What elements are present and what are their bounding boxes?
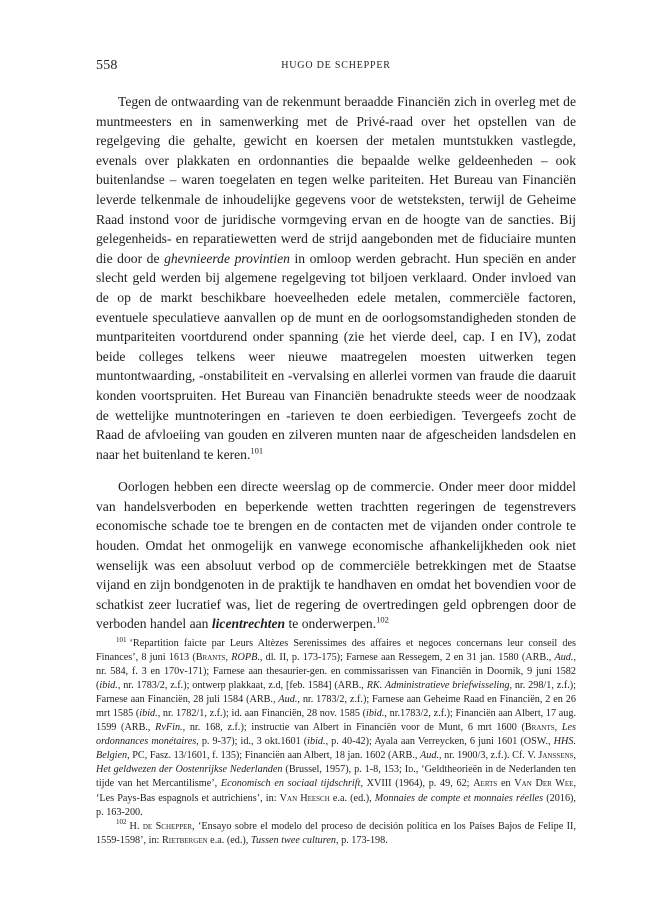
footnote-101 (96, 637, 576, 820)
italic-title: Economisch en sociaal tijdschrift (220, 778, 361, 790)
footnote-text: , (573, 750, 576, 762)
footnote-text: H. (129, 820, 143, 832)
footnote-text: , nr. 1900/3, z.f.). Cf. V. (438, 750, 539, 762)
bold-italic-term: licentrechten (211, 616, 286, 632)
italic-title: RK. Administratieve briefwisseling (366, 680, 510, 692)
footnote-reference[interactable]: 102 (376, 614, 389, 625)
italic-title: Aud. (278, 694, 298, 706)
author-name: Rietbergen (161, 834, 208, 846)
author-name: Id. (404, 764, 416, 776)
footnote-text: , ‘Geldtheorieën in de Nederlanden ten tijde van het Mercantilisme’, (96, 764, 576, 790)
italic-title: Aud. (420, 750, 439, 762)
footnote-text: , XVIII (1964), p. 49, 62; (360, 778, 474, 790)
italic-title: ibid. (139, 708, 158, 720)
footnote-text: , nr. 1783/2, z.f.); Farnese aan Geheime Raad en Financiën, 2 en 26 mrt 1585 ( (96, 694, 576, 720)
footnote-text: , (554, 722, 562, 734)
footnote-text: (Brussel, 1957), p. 1-8, 153; (282, 764, 405, 776)
paragraph-text: Tegen de ontwaarding van de rekenmunt beraadde Financiën zich in overleg met de muntmeesters en in samenwerking met de Privé-raad over het opstellen van de regelgeving die gehalte, gewicht en koersen der metalen muntstukken vastlegde, evenals over plakkaten en ordonnanties die bepaalde welke geldeenheden – ook buitenlandse – waren toegelaten en tegen welke pariteiten. Het Bureau van Financiën leverde telkenmale de inhoudelijke gegevens voor de wetsteksten, terwijl de Geheime Raad instond voor de juridische vormgeving ervan en de hoogte van de sancties. Bij gelegenheids- en reparatiewetten werd de strijd aangebonden met de fiduciaire munten die door de (96, 94, 576, 266)
footnote-text: , nr. 168, z.f.); instructie van Albert in Financiën voor de Munt, 6 mrt 1600 ( (182, 722, 525, 734)
author-name: de Schepper (142, 820, 193, 832)
author-name: Brants (195, 652, 226, 664)
footnote-number: 102 (116, 818, 127, 827)
footnote-text: , ‘Les Pays-Bas espagnols et autrichiens’, in: (96, 778, 577, 804)
italic-term: ghevnieerde provintien (164, 250, 290, 266)
footnote-number: 101 (116, 635, 127, 644)
footnote-text: , p. 173-198. (335, 834, 388, 846)
footnote-text: ‘Repartition faicte par Leurs Altèzes Serenissimes des affaires et negoces concernans leur conseil des Finances’, 8 juni 1613 ( (96, 638, 576, 664)
italic-title: Les ordonnances monétaires (96, 722, 576, 748)
page-number: 558 (96, 58, 118, 73)
author-name: Van Heesch (279, 792, 330, 804)
footnotes (96, 637, 576, 848)
italic-title: Het geldwezen der Oostenrijkse Nederlanden (96, 764, 283, 776)
paragraph-text: in omloop werden gebracht. Hun speciën en ander slecht geld werden bij algemene regelgeving tot biljoen verklaard. Onder invloed van de op de markt beschikbare hoeveelheden edele metalen, commerciële factoren, eventuele speculatieve aanvallen op de munt en de oorlogsomstandigheden stonden de muntpariteiten voortdurend onder spanning (zie het vierde deel, cap. I en IV), zodat beide colleges telkens weer nieuwe maatregelen moesten uitwerken tegen muntontwaarding, -onstabiliteit en -vervalsing en allerlei vormen van fraude die daaruit konden voortspruiten. Het Bureau van Financiën benadrukte steeds weer de noodzaak de wettelijke muntnoteringen en -tarieven te doen eerbiedigen. Tevergeefs zocht de Raad de afvloeiing van gouden en zilveren munten naar de afgescheiden landsdelen en naar het buitenland te keren. (96, 250, 576, 462)
italic-title: Tussen twee culturen (250, 834, 336, 846)
italic-title: ibid. (99, 680, 118, 692)
footnote-text: en (497, 778, 515, 790)
footnote-text: e.a. (ed.), (207, 834, 251, 846)
footnote-text: , nr. 584, f. 3 en 170v-171); Farnese aan thesaurier-gen. en commissarissen van Financiën in Doornik, 9 juni 1582 ( (96, 652, 576, 692)
author-name: Janssens (538, 750, 574, 762)
footnote-text: , nr. 298/1, z.f.); Farnese aan Financiën, 28 juli 1584 (ARB., (96, 680, 576, 706)
footnote-text: , ‘Ensayo sobre el modelo del proceso de decisión política en los Países Bajos de Felipe II, 1559-1598’, in: (96, 820, 576, 846)
author-name: Van Der Wee (514, 778, 574, 790)
italic-title: ibid. (366, 708, 385, 720)
body-text (96, 92, 576, 634)
paragraph-war-commerce (96, 477, 576, 634)
footnote-102 (96, 820, 576, 848)
footnote-text: , PC, Fasz. 13/1601, f. 135); Financiën aan Albert, 18 jan. 1602 (ARB., (127, 750, 421, 762)
footnote-text: , (225, 652, 232, 664)
footnote-text: (2016), p. 163-200. (96, 792, 576, 818)
author-name: Aerts (473, 778, 498, 790)
paragraph-currency-policy (96, 92, 576, 464)
footnote-text: , nr. 1783/2, z.f.); ontwerp plakkaat, z.d, [feb. 1584] (ARB., (117, 680, 367, 692)
footnote-reference[interactable]: 101 (250, 445, 264, 456)
author-name: Brants (524, 722, 555, 734)
italic-title: Aud. (554, 652, 574, 664)
italic-title: RvFin. (155, 722, 183, 734)
footnote-text: ., dl. II, p. 173-175); Farnese aan Ressegem, 2 en 31 jan. 1580 (ARB., (257, 652, 555, 664)
footnote-text: , p. 9-37); id., 3 okt.1601 ( (196, 736, 308, 748)
footnote-text: , nr.1783/2, z.f.); Financiën aan Albert, 17 aug. 1599 (ARB., (96, 708, 577, 734)
italic-title: HHS. Belgien (96, 736, 576, 762)
footnote-text: , p. 40-42); Ayala aan Verreycken, 6 juni 1601 (OSW., (325, 736, 554, 748)
paragraph-text: Oorlogen hebben een directe weerslag op de commercie. Onder meer door middel van handelsverboden en beperkende wetten trachtten regeringen de tegenstrevers economische schade toe te brengen en de contacten met de vijanden onder controle te houden. Omdat het onmogelijk en vanwege economische afhankelijkheden ook niet wenselijk was een absoluut verbod op de commerciële betrekkingen met de Staatse vijand en zijn bondgenoten in de praktijk te handhaven en omdat het bovendien voor de schatkist zeer lucratief was, liet de regering de overtredingen geld opbrengen door de verboden handel aan (96, 479, 576, 632)
running-head (96, 58, 576, 76)
italic-title: Monnaies de compte et monnaies réelles (374, 792, 544, 804)
footnote-text: e.a. (ed.), (329, 792, 375, 804)
running-title: HUGO DE SCHEPPER (281, 60, 391, 71)
italic-title: ibid. (307, 736, 326, 748)
paragraph-text: te onderwerpen. (285, 616, 377, 632)
italic-title: ROPB (231, 652, 258, 664)
footnote-text: , nr. 1782/1, z.f.); id. aan Financiën, 28 nov. 1585 ( (157, 708, 366, 720)
